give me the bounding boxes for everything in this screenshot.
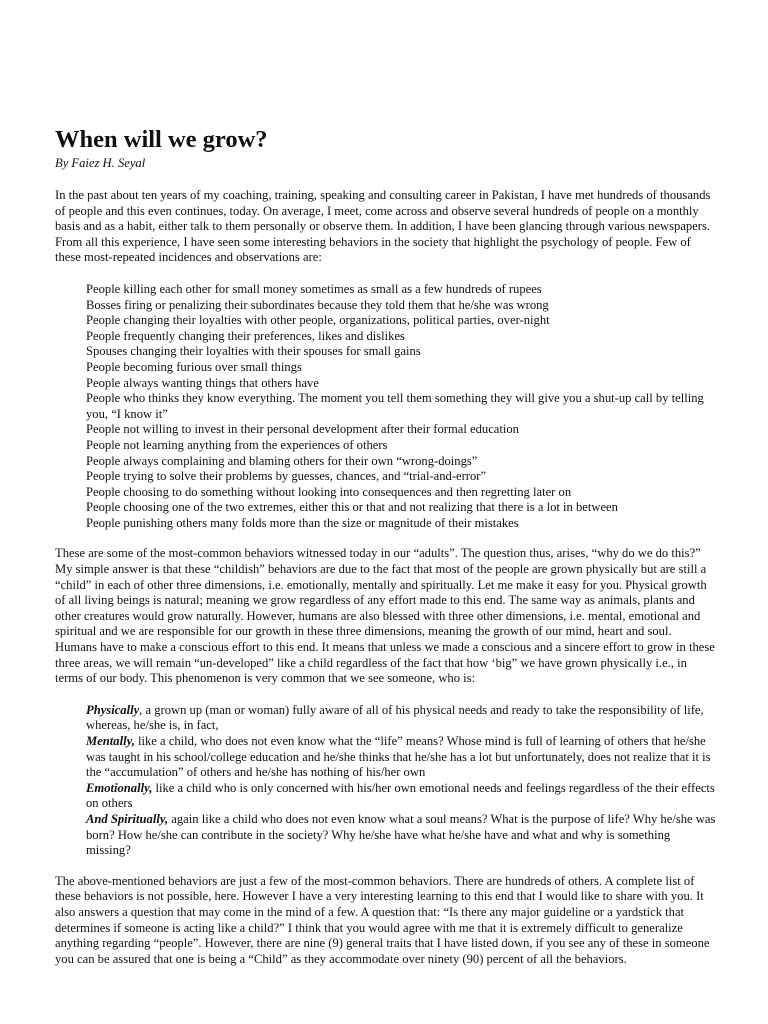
list-item: Spouses changing their loyalties with their spouses for small gains: [86, 344, 421, 359]
list-item: People choosing to do something without looking into consequences and then regretting later on: [86, 484, 572, 499]
list-item: People not learning anything from the experiences of others: [86, 437, 388, 452]
dimension-text: like a child, who does not even know what the “life” means? Whose mind is full of learning of others that he/she was taught in his school/college education and he/she thinks that he/she has a lot but unfortunately, does not realize that it is the “accumulation” of others and he/she has nothing of his/her own: [86, 734, 711, 780]
observations-list: [55, 282, 715, 532]
list-item: People choosing one of the two extremes, either this or that and not realizing that there is a lot in between: [86, 500, 618, 515]
dimension-label: Physically: [86, 702, 140, 717]
dimension-item: [86, 812, 716, 859]
dimension-text: like a child who is only concerned with his/her own emotional needs and feelings regardless of the their effects on others: [86, 780, 715, 811]
list-item: People not willing to invest in their personal development after their formal education: [86, 422, 519, 437]
list-item: People frequently changing their preferences, likes and dislikes: [86, 328, 405, 343]
list-item: People punishing others many folds more than the size or magnitude of their mistakes: [86, 515, 519, 530]
list-item: People who thinks they know everything. The moment you tell them something they will give you a shut-up call by telling you, “I know it”: [86, 391, 704, 421]
dimension-text: , a grown up (man or woman) fully aware of all of his physical needs and ready to take the responsibility of life, whereas, he/she is, in fact,: [86, 702, 704, 733]
dimension-item: [86, 703, 716, 734]
intro-paragraph: In the past about ten years of my coaching, training, speaking and consulting career in Pakistan, I have met hundreds of thousands of people and this even continues, today. On average, I meet, come across and observe several hundreds of people on a monthly basis and as a habit, either talk to them personally or observe them. In addition, I have been glancing through various newspapers. From all this experience, I have seen some interesting behaviors in the society that highlight the psychology of people. Few of these most-repeated incidences and observations are:: [55, 188, 711, 265]
dimensions-list: [86, 703, 716, 859]
list-item: People changing their loyalties with other people, organizations, political parties, over-night: [86, 313, 550, 328]
list-item: People trying to solve their problems by guesses, chances, and “trial-and-error”: [86, 469, 487, 484]
dimension-text: again like a child who does not even know what a soul means? What is the purpose of life? Why he/she was born? How he/she can contribute in the society? Why he/she have what he/she have and what and why is something missing?: [86, 811, 716, 858]
body-paragraph: The above-mentioned behaviors are just a few of the most-common behaviors. There are hundreds of others. A complete list of these behaviors is not possible, here. However I have a very interesting learning to this end that I would like to share with you. It also answers a question that may come in the mind of a few. A question that: “Is there any major guideline or a yardstick that determines if someone is acting like a child?” I think that you would agree with me that it is extremely difficult to generalize anything regarding “people”. However, there are nine (9) general traits that I have listed down, if you see any of these in someone you can be assured that one is being a “Child” as they accommodate over ninety (90) percent of all the behaviors.: [55, 873, 710, 966]
dimension-label: Mentally,: [86, 734, 135, 748]
list-item: People killing each other for small money sometimes as small as a few hundreds of rupees: [86, 281, 542, 296]
article: [55, 125, 715, 983]
list-item: People always complaining and blaming others for their own “wrong-doings”: [86, 453, 478, 468]
dimension-item: [86, 781, 716, 812]
list-item: Bosses firing or penalizing their subordinates because they told them that he/she was wrong: [86, 297, 549, 312]
body-paragraph: These are some of the most-common behaviors witnessed today in our “adults”. The question thus, arises, “why do we do this?” My simple answer is that these “childish” behaviors are due to the fact that most of the people are grown physically but are still a “child” in each of other three dimensions, i.e. emotionally, mentally and spiritually. Let me make it easy for you. Physical growth of all living beings is natural; meaning we grow regardless of any effort made to this end. The same way as animals, plants and other creatures would grow naturally. However, humans are also blessed with three other dimensions, i.e. mental, emotional and spiritual and we are responsible for our growth in these three dimensions, meaning the growth of our mind, heart and soul. Humans have to make a conscious effort to this end. It means that unless we made a conscious and a sincere effort to grow in these three areas, we will remain “un-developed” like a child regardless of the fact that how ‘big” we have grown physically i.e., in terms of our body. This phenomenon is very common that we see someone, who is:: [55, 546, 715, 686]
dimension-item: [86, 734, 716, 781]
list-item: People always wanting things that others have: [86, 375, 319, 390]
article-byline: By Faiez H. Seyal: [55, 156, 146, 170]
article-title: When will we grow?: [55, 126, 268, 153]
dimension-label: Emotionally,: [86, 780, 153, 795]
list-item: People becoming furious over small things: [86, 359, 302, 374]
dimension-label: And Spiritually,: [86, 811, 169, 826]
